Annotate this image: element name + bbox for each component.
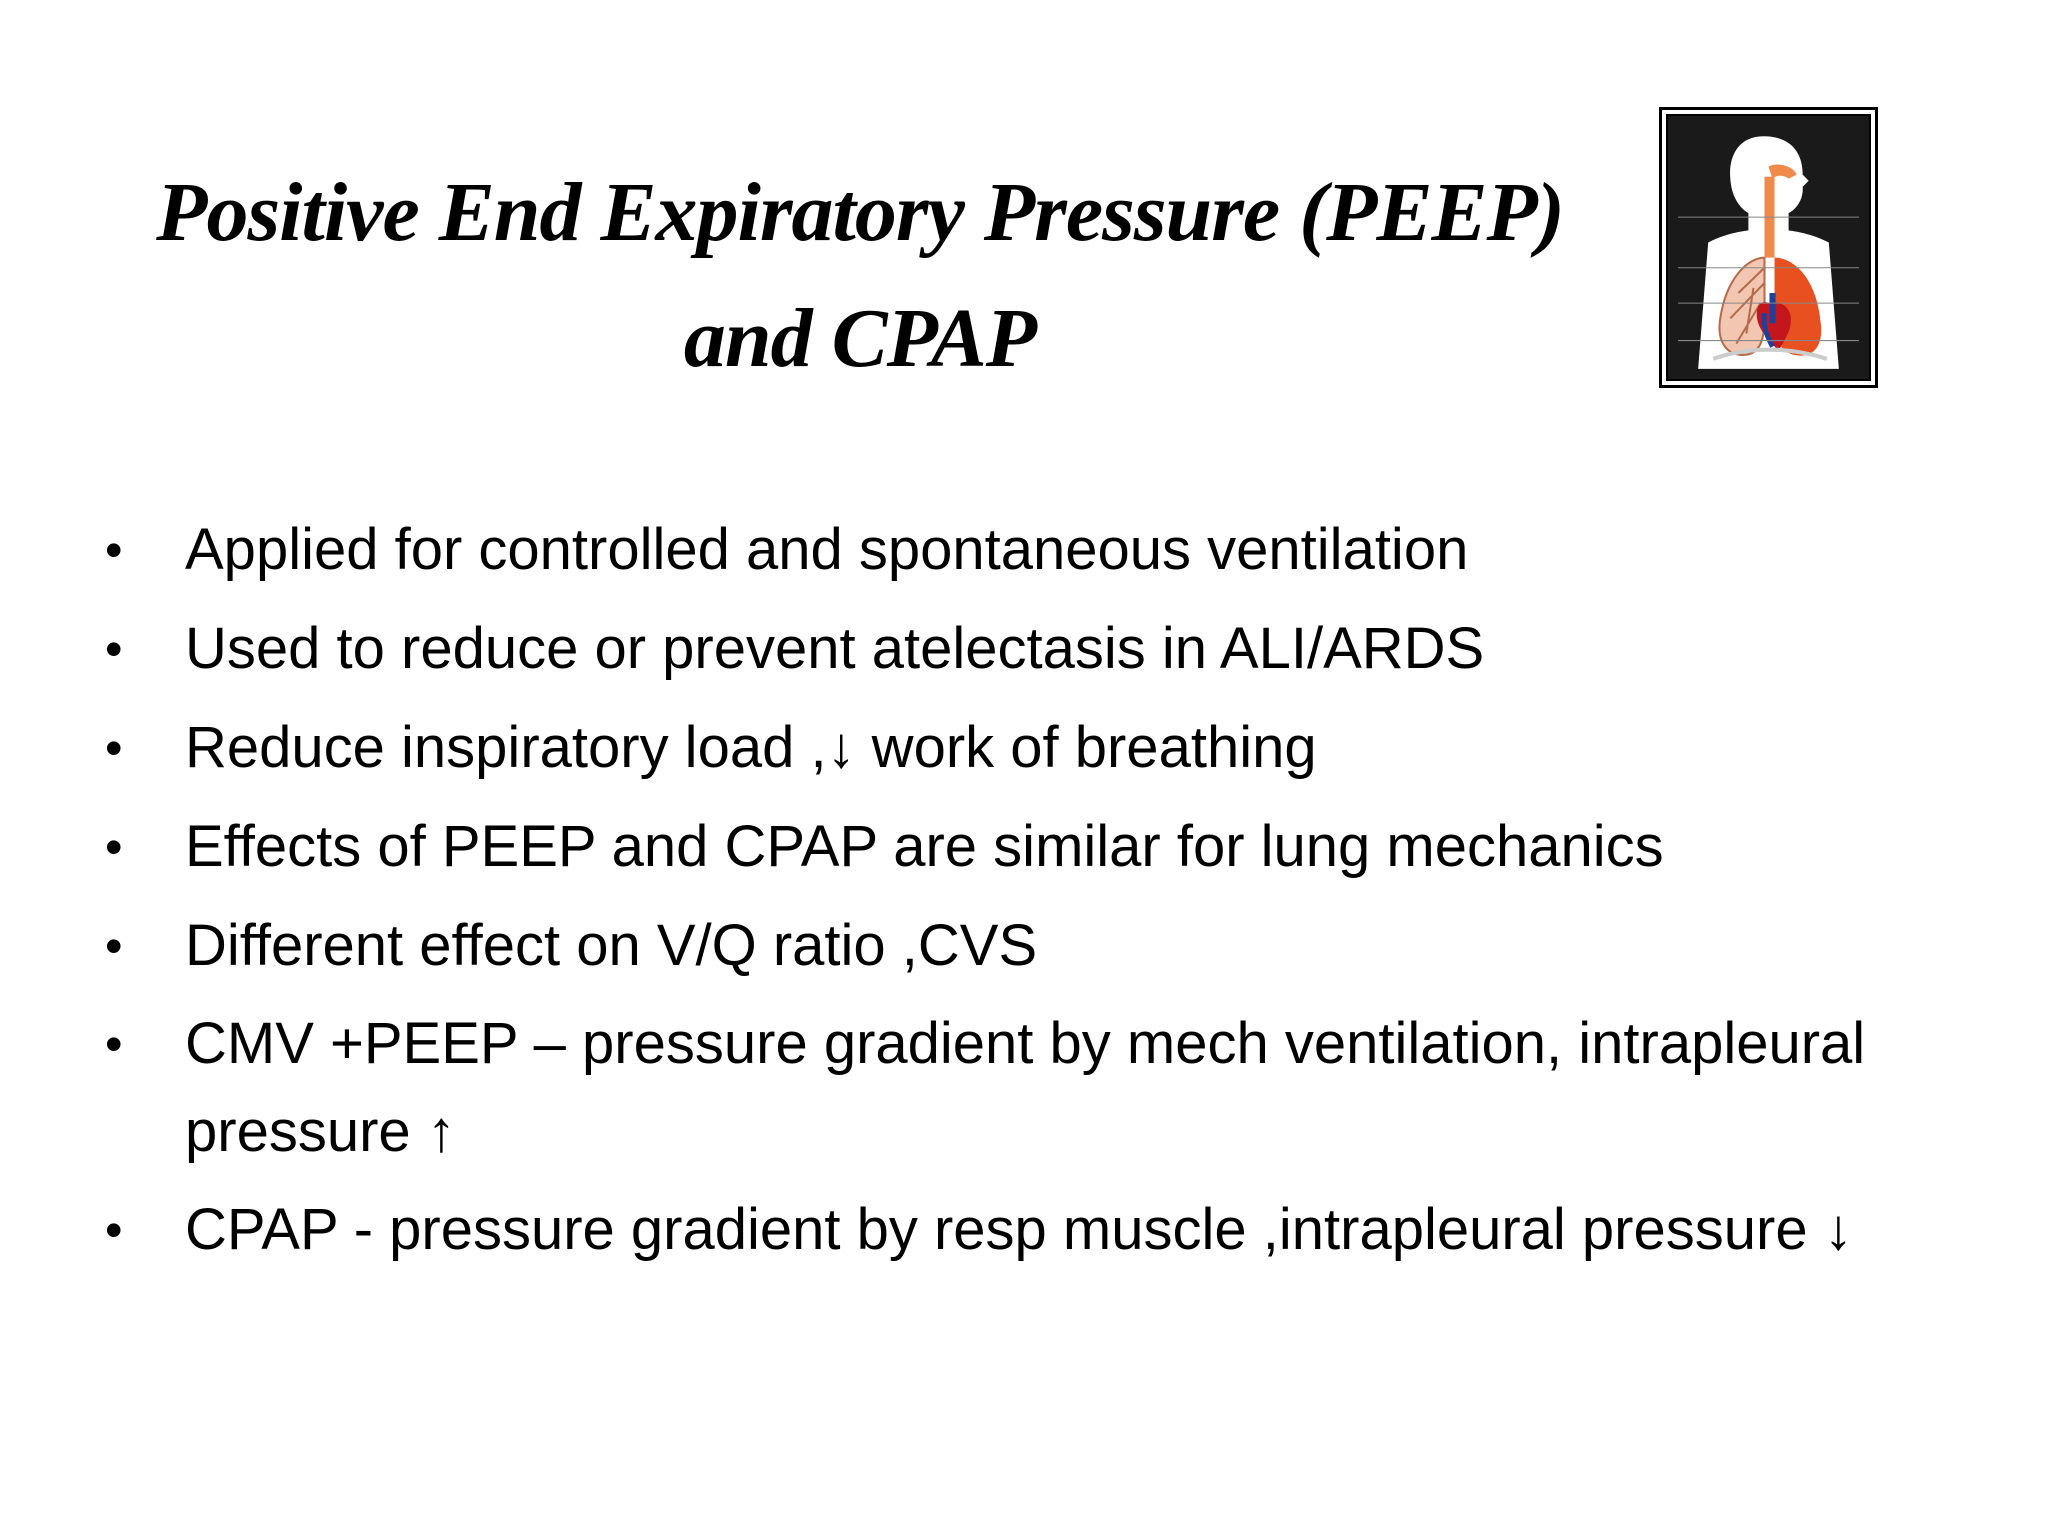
bullet-item <box>100 505 2000 595</box>
bullet-item <box>100 1185 2000 1275</box>
bullet-item <box>100 604 2000 694</box>
title-line-1: Positive End Expiratory Pressure (PEEP) <box>156 166 1564 259</box>
bullet-dot: • <box>105 1202 123 1258</box>
bullet-text: Used to reduce or prevent atelectasis in ALI/ARDS <box>185 616 1485 681</box>
bullet-dot: • <box>105 1016 123 1072</box>
respiratory-system-icon <box>1668 116 1869 379</box>
bullet-text: Different effect on V/Q ratio ,CVS <box>185 913 1038 978</box>
bullet-dot: • <box>105 621 123 677</box>
slide-title <box>60 150 1660 402</box>
bullet-text: Reduce inspiratory load ,↓ work of breathing <box>185 715 1317 780</box>
bullet-text: CMV +PEEP – pressure gradient by mech ventilation, intrapleural pressure ↑ <box>185 1011 1866 1164</box>
title-line-2: and CPAP <box>683 292 1037 385</box>
bullet-text: Applied for controlled and spontaneous ventilation <box>185 517 1469 582</box>
bullet-dot: • <box>105 522 123 578</box>
respiratory-system-figure <box>1659 107 1878 388</box>
bullet-item <box>100 901 2000 991</box>
bullet-item <box>100 703 2000 793</box>
bullet-dot: • <box>105 819 123 875</box>
bullet-item <box>100 1000 2000 1176</box>
bullet-text: CPAP - pressure gradient by resp muscle ,intrapleural pressure ↓ <box>185 1197 1853 1262</box>
bullet-item <box>100 802 2000 892</box>
bullet-dot: • <box>105 918 123 974</box>
bullet-dot: • <box>105 720 123 776</box>
bullet-list <box>100 505 2000 1284</box>
bullet-text: Effects of PEEP and CPAP are similar for lung mechanics <box>185 814 1664 879</box>
